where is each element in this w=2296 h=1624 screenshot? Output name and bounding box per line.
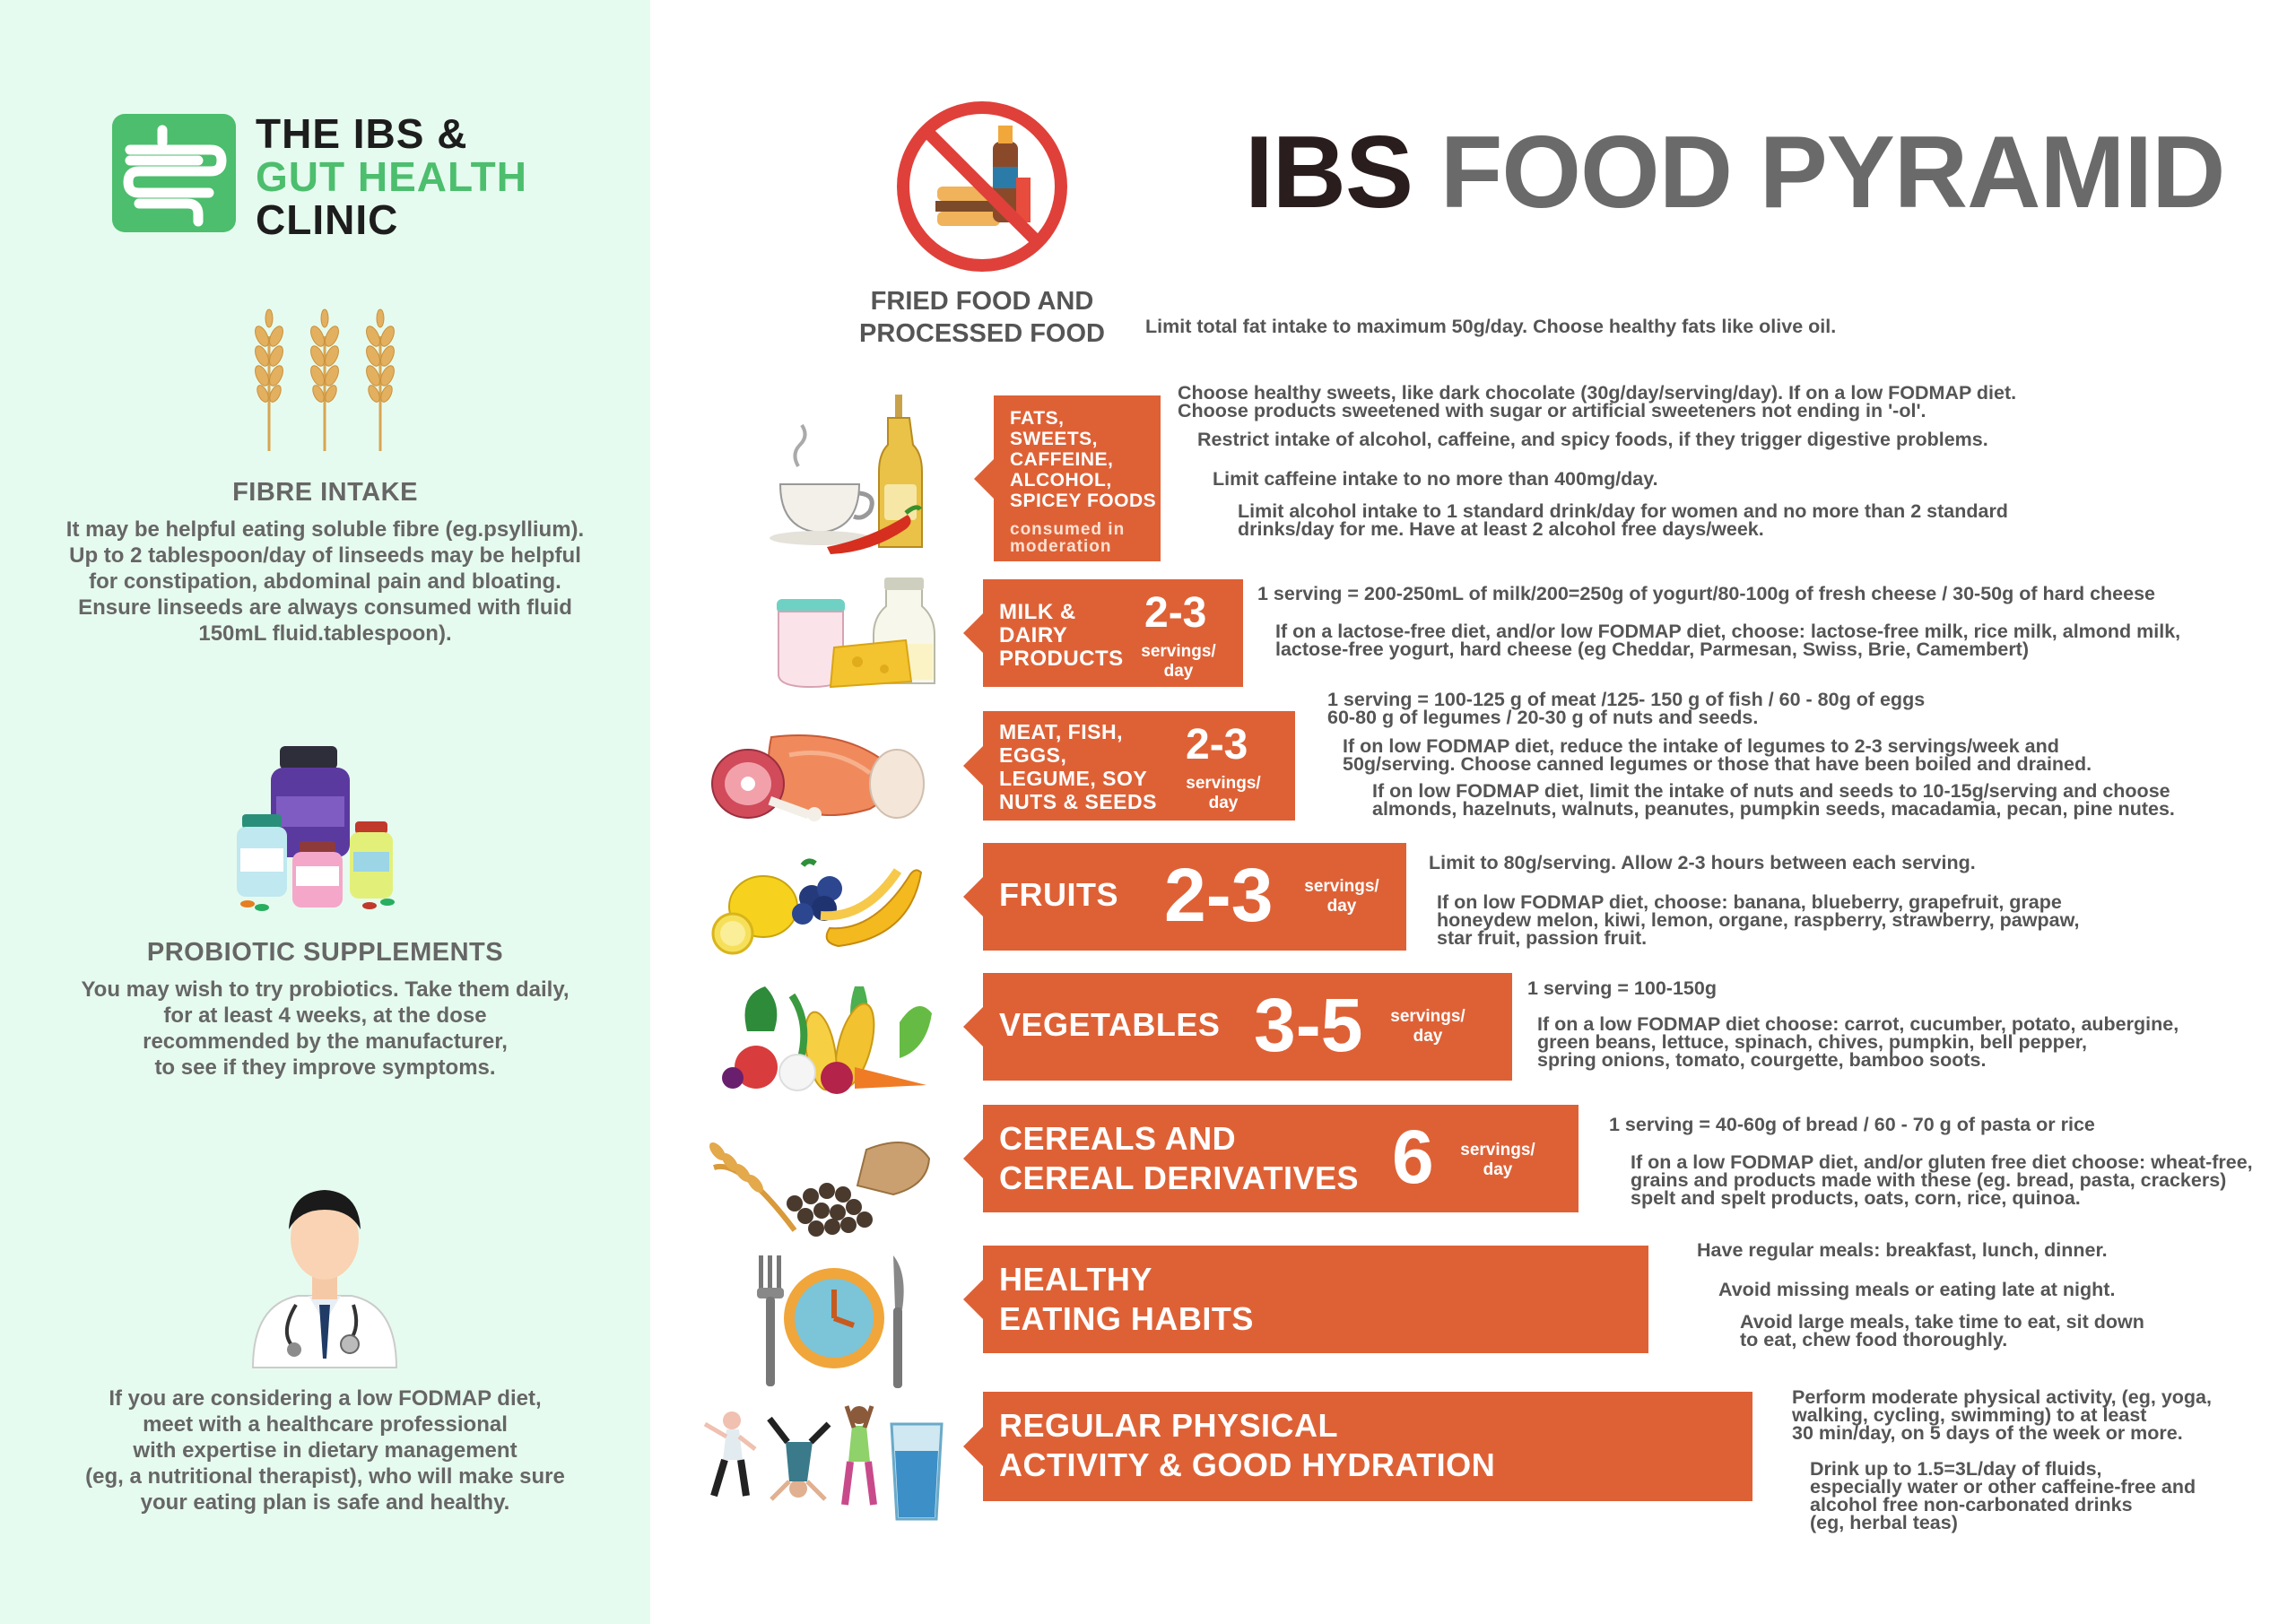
left-panel bbox=[0, 0, 650, 1624]
note-line: green beans, lettuce, spinach, chives, pumpkin, bell pepper, bbox=[1537, 1031, 2087, 1053]
tier-label-line: REGULAR PHYSICAL bbox=[999, 1407, 1339, 1444]
tier-label-activity bbox=[999, 1406, 1495, 1485]
tier-servings-milk: 2-3 bbox=[1144, 589, 1207, 637]
tier-servings-fruits: 2-3 bbox=[1164, 853, 1274, 937]
clinic-logo bbox=[112, 110, 543, 243]
tier-label-line: PRODUCTS bbox=[999, 647, 1124, 671]
tier-note: Limit caffeine intake to no more than 400mg/day. bbox=[1213, 468, 1658, 490]
note-line: honeydew melon, kiwi, lemon, organe, raspberry, strawberry, pawpaw, bbox=[1437, 909, 2080, 931]
professional-line: with expertise in dietary management bbox=[133, 1438, 517, 1463]
fried-label-line: PROCESSED FOOD bbox=[859, 319, 1105, 348]
tier-label-vegetables: VEGETABLES bbox=[999, 1006, 1221, 1043]
probiotic-heading: PROBIOTIC SUPPLEMENTS bbox=[146, 938, 504, 967]
tier-note bbox=[1537, 1015, 2179, 1069]
note-line: 1 serving = 100-125 g of meat /125- 150 g of fish / 60 - 80g of eggs bbox=[1327, 689, 1926, 710]
tier-note bbox=[1631, 1153, 2253, 1207]
tier-label-line: SWEETS, bbox=[1010, 429, 1099, 449]
fibre-heading: FIBRE INTAKE bbox=[232, 478, 418, 507]
probiotic-line: recommended by the manufacturer, bbox=[143, 1029, 508, 1054]
note-line: Limit alcohol intake to 1 standard drink/day for women and no more than 2 standard bbox=[1238, 500, 2008, 522]
note-line: (eg, herbal teas) bbox=[1810, 1512, 1958, 1533]
meat-fish-egg-icon bbox=[709, 728, 933, 827]
note-line: spelt and spelt products, oats, corn, rice, quinoa. bbox=[1631, 1187, 2081, 1209]
wheat-icon bbox=[235, 309, 414, 453]
tier-label-line: CEREAL DERIVATIVES bbox=[999, 1159, 1360, 1196]
fruits-icon bbox=[713, 856, 928, 955]
cereals-icon bbox=[705, 1132, 938, 1239]
fibre-text bbox=[36, 517, 614, 647]
tier-note bbox=[1327, 690, 1925, 726]
fibre-line: 150mL fluid.tablespoon). bbox=[198, 621, 452, 646]
professional-text bbox=[36, 1385, 614, 1515]
logo-line-3: CLINIC bbox=[256, 196, 399, 243]
tier-label-meat bbox=[999, 720, 1157, 813]
tier-unit-line: day bbox=[1163, 662, 1194, 681]
note-line: If on low FODMAP diet, reduce the intake of legumes to 2-3 servings/week and bbox=[1343, 735, 2059, 757]
tier-servings-meat: 2-3 bbox=[1186, 721, 1248, 769]
tier-bar-activity bbox=[983, 1392, 1752, 1501]
dairy-icon bbox=[771, 576, 942, 692]
professional-line: If you are considering a low FODMAP diet, bbox=[109, 1386, 542, 1411]
tier-unit-line: servings/ bbox=[1304, 877, 1379, 896]
probiotic-text bbox=[36, 977, 614, 1081]
tier-bar-meat bbox=[983, 711, 1295, 821]
tier-label-line: EGGS, bbox=[999, 743, 1067, 767]
tier-unit-line: day bbox=[1483, 1160, 1513, 1179]
tier-note: 1 serving = 200-250mL of milk/200=250g of yogurt/80-100g of fresh cheese / 30-50g of hard cheese bbox=[1257, 583, 2155, 604]
intestine-logo-icon bbox=[112, 114, 236, 232]
tier-label-line: ALCOHOL, bbox=[1010, 470, 1112, 491]
tier-label-line: EATING HABITS bbox=[999, 1300, 1254, 1337]
tier-note: 1 serving = 40-60g of bread / 60 - 70 g of pasta or rice bbox=[1609, 1114, 2095, 1135]
fibre-line: for constipation, abdominal pain and bloating. bbox=[89, 569, 561, 594]
tier-note: Restrict intake of alcohol, caffeine, and spicy foods, if they trigger digestive problems. bbox=[1197, 429, 1988, 450]
supplement-bottles-icon bbox=[235, 743, 414, 913]
exercise-water-icon bbox=[700, 1406, 951, 1523]
tier-servings-vegetables: 3-5 bbox=[1254, 983, 1363, 1067]
tier-bar-cereals bbox=[983, 1105, 1578, 1212]
tier-unit-line: servings/ bbox=[1390, 1007, 1465, 1026]
note-line: Choose healthy sweets, like dark chocolate (30g/day/serving/day). If on a low FODMAP diet. bbox=[1178, 382, 2017, 404]
tier-label-fruits: FRUITS bbox=[999, 876, 1118, 913]
note-line: 30 min/day, on 5 days of the week or more. bbox=[1792, 1422, 2183, 1444]
tier-label-line: CEREALS AND bbox=[999, 1120, 1237, 1157]
doctor-icon bbox=[244, 1170, 405, 1368]
tier-label-line: CAFFEINE, bbox=[1010, 449, 1114, 470]
note-line: especially water or other caffeine-free and bbox=[1810, 1476, 2196, 1498]
professional-line: your eating plan is safe and healthy. bbox=[140, 1490, 510, 1515]
tier-label-line: MILK & bbox=[999, 600, 1076, 624]
note-line: If on a low FODMAP diet, and/or gluten free diet choose: wheat-free, bbox=[1631, 1151, 2253, 1173]
tier-note bbox=[1178, 384, 2016, 420]
probiotic-line: to see if they improve symptoms. bbox=[154, 1055, 496, 1080]
tier-note bbox=[1238, 502, 2008, 538]
oil-coffee-chili-icon bbox=[773, 395, 935, 556]
note-line: star fruit, passion fruit. bbox=[1437, 927, 1648, 949]
tier-unit-line: day bbox=[1413, 1027, 1443, 1046]
tier-label-line: FATS, bbox=[1010, 408, 1065, 429]
note-line: grains and products made with these (eg. bread, pasta, crackers) bbox=[1631, 1169, 2227, 1191]
tier-unit-milk bbox=[1134, 642, 1223, 682]
note-line: to eat, chew food thoroughly. bbox=[1740, 1329, 2008, 1350]
tier-unit-line: servings/ bbox=[1186, 774, 1261, 793]
tier-bar-milk bbox=[983, 579, 1243, 687]
tier-note bbox=[1437, 893, 2079, 947]
note-line: drinks/day for me. Have at least 2 alcohol free days/week. bbox=[1238, 518, 1764, 540]
plate-clock-cutlery-icon bbox=[753, 1255, 915, 1390]
note-line: walking, cycling, swimming) to at least bbox=[1792, 1404, 2147, 1426]
note-line: Avoid large meals, take time to eat, sit down bbox=[1740, 1311, 2144, 1333]
tier-sub-fats bbox=[1010, 521, 1125, 555]
tier-unit-cereals bbox=[1453, 1141, 1543, 1180]
professional-line: (eg, a nutritional therapist), who will make sure bbox=[85, 1464, 565, 1489]
tier-unit-fruits bbox=[1297, 877, 1387, 916]
tier-note: Avoid missing meals or eating late at night. bbox=[1718, 1279, 2116, 1300]
title-part-2: FOOD PYRAMID bbox=[1439, 116, 2225, 230]
tier-servings-cereals: 6 bbox=[1392, 1115, 1434, 1199]
tier-label-line: NUTS & SEEDS bbox=[999, 790, 1157, 813]
tier-unit-line: servings/ bbox=[1141, 642, 1216, 661]
tier-label-milk bbox=[999, 601, 1124, 671]
professional-line: meet with a healthcare professional bbox=[143, 1412, 508, 1437]
tier-note bbox=[1740, 1313, 2144, 1349]
tier-label-fats bbox=[1010, 408, 1156, 511]
tier-note: 1 serving = 100-150g bbox=[1527, 977, 1717, 999]
tier-label-line: HEALTHY bbox=[999, 1261, 1152, 1298]
note-line: If on a low FODMAP diet choose: carrot, cucumber, potato, aubergine, bbox=[1537, 1013, 2179, 1035]
probiotic-line: for at least 4 weeks, at the dose bbox=[163, 1003, 487, 1028]
tier-note bbox=[1343, 737, 2092, 773]
tier-note: Limit to 80g/serving. Allow 2-3 hours between each serving. bbox=[1429, 852, 1976, 873]
tier-sub-line: moderation bbox=[1010, 537, 1112, 556]
tier-note: Have regular meals: breakfast, lunch, dinner. bbox=[1697, 1239, 2108, 1261]
no-fried-food-icon bbox=[892, 97, 1072, 276]
note-line: 60-80 g of legumes / 20-30 g of nuts and seeds. bbox=[1327, 707, 1759, 728]
tier-label-cereals bbox=[999, 1119, 1359, 1198]
note-line: If on a lactose-free diet, and/or low FODMAP diet, choose: lactose-free milk, rice milk, almond milk, bbox=[1275, 621, 2181, 642]
tier-label-line: LEGUME, SOY bbox=[999, 767, 1148, 790]
tier-label-habits bbox=[999, 1260, 1254, 1339]
note-line: If on low FODMAP diet, choose: banana, blueberry, grapefruit, grape bbox=[1437, 891, 2062, 913]
tier-bar-vegetables bbox=[983, 973, 1512, 1081]
fried-note: Limit total fat intake to maximum 50g/day. Choose healthy fats like olive oil. bbox=[1145, 316, 1837, 337]
tier-unit-meat bbox=[1178, 774, 1268, 813]
probiotic-line: You may wish to try probiotics. Take them daily, bbox=[81, 977, 570, 1002]
tier-bar-fats bbox=[994, 395, 1161, 561]
note-line: lactose-free yogurt, hard cheese (eg Cheddar, Parmesan, Swiss, Brie, Camembert) bbox=[1275, 638, 2030, 660]
page-title bbox=[1245, 115, 2224, 231]
note-line: alcohol free non-carbonated drinks bbox=[1810, 1494, 2133, 1515]
tier-unit-vegetables bbox=[1383, 1007, 1473, 1046]
note-line: 50g/serving. Choose canned legumes or those that have been boiled and drained. bbox=[1343, 753, 2092, 775]
tier-label-line: ACTIVITY & GOOD HYDRATION bbox=[999, 1446, 1496, 1483]
tier-label-line: SPICEY FOODS bbox=[1010, 491, 1157, 511]
logo-line-1: THE IBS & bbox=[256, 110, 468, 157]
note-line: almonds, hazelnuts, walnuts, peanutes, pumpkin seeds, macadamia, pecan, pine nutes. bbox=[1372, 798, 2175, 820]
note-line: Drink up to 1.5=3L/day of fluids, bbox=[1810, 1458, 2102, 1480]
tier-note bbox=[1275, 622, 2180, 658]
tier-note bbox=[1810, 1460, 2196, 1532]
note-line: Choose products sweetened with sugar or artificial sweeteners not ending in '-ol'. bbox=[1178, 400, 1926, 421]
fried-label-line: FRIED FOOD AND bbox=[870, 287, 1094, 316]
title-part-1: IBS bbox=[1245, 116, 1413, 230]
tier-note bbox=[1372, 782, 2175, 818]
fibre-line: Up to 2 tablespoon/day of linseeds may be helpful bbox=[69, 543, 581, 568]
tier-unit-line: servings/ bbox=[1460, 1141, 1535, 1159]
note-line: spring onions, tomato, courgette, bamboo soots. bbox=[1537, 1049, 1987, 1071]
note-line: If on low FODMAP diet, limit the intake of nuts and seeds to 10-15g/serving and choose bbox=[1372, 780, 2170, 802]
tier-sub-line: consumed in bbox=[1010, 520, 1126, 539]
note-line: Perform moderate physical activity, (eg, yoga, bbox=[1792, 1386, 2212, 1408]
fibre-line: It may be helpful eating soluble fibre (eg.psyllium). bbox=[65, 517, 585, 542]
tier-unit-line: day bbox=[1208, 794, 1239, 812]
vegetables-icon bbox=[720, 977, 935, 1094]
tier-unit-line: day bbox=[1326, 897, 1357, 916]
fried-food-label bbox=[848, 285, 1117, 350]
fibre-line: Ensure linseeds are always consumed with fluid bbox=[78, 595, 572, 620]
tier-bar-habits bbox=[983, 1246, 1648, 1353]
tier-bar-fruits bbox=[983, 843, 1406, 951]
tier-label-line: MEAT, FISH, bbox=[999, 720, 1123, 743]
tier-note bbox=[1792, 1388, 2212, 1442]
tier-label-line: DAIRY bbox=[999, 623, 1068, 647]
logo-line-2: GUT HEALTH bbox=[256, 153, 528, 200]
